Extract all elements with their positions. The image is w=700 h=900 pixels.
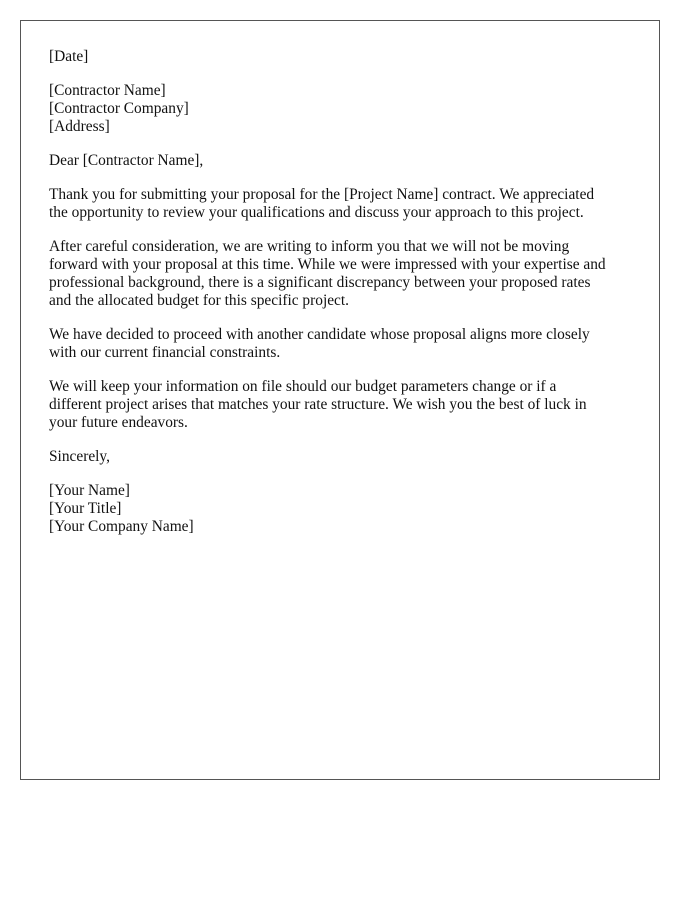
recipient-address: [Address] [49, 118, 110, 135]
paragraph-line: different project arises that matches your rate structure. We wish you the best of luck in [49, 396, 587, 413]
sender-name: [Your Name] [49, 482, 130, 499]
sender-company: [Your Company Name] [49, 518, 194, 535]
recipient-address-block [49, 82, 639, 136]
paragraph-decision [49, 238, 639, 310]
sender-title: [Your Title] [49, 500, 122, 517]
paragraph-line: We will keep your information on file should our budget parameters change or if a [49, 378, 557, 395]
letter-date: [Date] [49, 48, 89, 65]
paragraph-line: Thank you for submitting your proposal for the [Project Name] contract. We appreciated [49, 186, 595, 203]
letter-body [49, 48, 639, 552]
date-block [49, 48, 639, 66]
paragraph-line: your future endeavors. [49, 414, 188, 431]
paragraph-future [49, 378, 639, 432]
paragraph-line: the opportunity to review your qualifications and discuss your approach to this project. [49, 204, 584, 221]
paragraph-line: After careful consideration, we are writing to inform you that we will not be moving [49, 238, 570, 255]
recipient-company: [Contractor Company] [49, 100, 189, 117]
paragraph-line: forward with your proposal at this time. While we were impressed with your expertise and [49, 256, 606, 273]
closing: Sincerely, [49, 448, 110, 465]
paragraph-line: and the allocated budget for this specific project. [49, 292, 350, 309]
paragraph-line: We have decided to proceed with another candidate whose proposal aligns more closely [49, 326, 590, 343]
paragraph-other-candidate [49, 326, 639, 362]
closing-block [49, 448, 639, 466]
paragraph-line: with our current financial constraints. [49, 344, 281, 361]
signature-block [49, 482, 639, 536]
paragraph-thanks [49, 186, 639, 222]
paragraph-line: professional background, there is a significant discrepancy between your proposed rates [49, 274, 591, 291]
salutation-block [49, 152, 639, 170]
recipient-name: [Contractor Name] [49, 82, 166, 99]
letter-page [20, 20, 660, 780]
salutation: Dear [Contractor Name], [49, 152, 204, 169]
